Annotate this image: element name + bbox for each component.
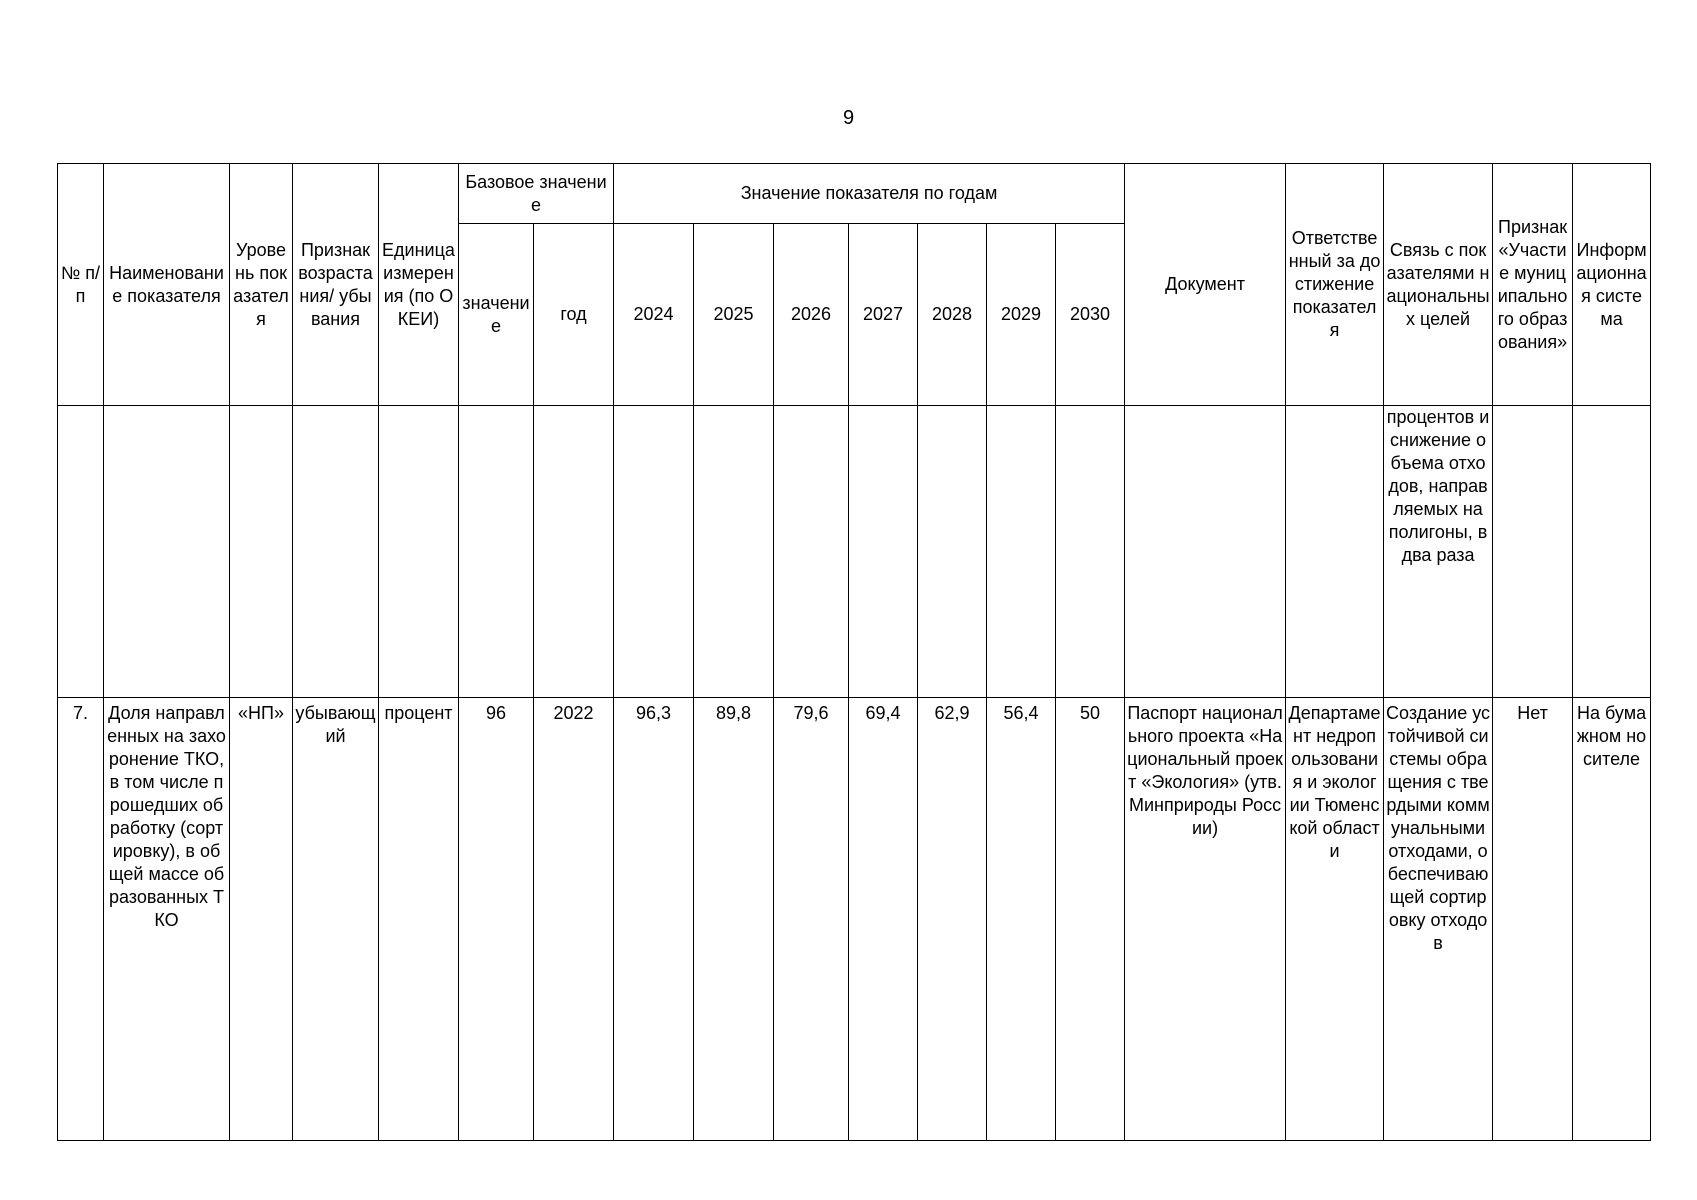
header-years-group: Значение показателя по годам [614,164,1125,224]
row-level: «НП» [230,698,293,1141]
header-year: 2027 [849,224,918,406]
header-unit: Единица измерения (по ОКЕИ) [379,164,459,406]
row-base-year: 2022 [534,698,614,1141]
continuation-row [58,406,1651,698]
row-num: 7. [58,698,104,1141]
header-year: 2029 [987,224,1056,406]
row-value-2030: 50 [1056,698,1125,1141]
row-unit: процент [379,698,459,1141]
row-value-2026: 79,6 [774,698,849,1141]
row-municipal: Нет [1493,698,1573,1141]
row-name: Доля направленных на захоронение ТКО, в том числе прошедших обработку (сортировку), в общей массе образованных ТКО [104,698,230,1141]
header-info-system: Информационная система [1573,164,1651,406]
table-row [58,698,1651,1141]
header-year: 2028 [918,224,987,406]
header-num: № п/п [58,164,104,406]
header-year: 2026 [774,224,849,406]
continuation-link-cell: процентов и снижение объема отходов, направляемых на полигоны, в два раза [1384,406,1493,698]
header-base: Базовое значение [459,164,614,224]
header-responsible: Ответственный за достижение показателя [1286,164,1384,406]
row-sign: убывающий [293,698,379,1141]
row-value-2024: 96,3 [614,698,694,1141]
indicators-table [57,163,1651,1141]
row-value-2027: 69,4 [849,698,918,1141]
row-document: Паспорт национального проекта «Национальный проект «Экология» (утв. Минприроды России) [1125,698,1286,1141]
row-value-2028: 62,9 [918,698,987,1141]
page-number: 9 [842,107,855,129]
header-year: 2025 [694,224,774,406]
header-base-year: год [534,224,614,406]
header-link: Связь с показателями национальных целей [1384,164,1493,406]
row-info-system: На бумажном носителе [1573,698,1651,1141]
header-municipal: Признак «Участие муниципального образования» [1493,164,1573,406]
header-year: 2024 [614,224,694,406]
row-base-value: 96 [459,698,534,1141]
header-document: Документ [1125,164,1286,406]
header-year: 2030 [1056,224,1125,406]
header-sign: Признак возрастания/ убывания [293,164,379,406]
row-link: Создание устойчивой системы обращения с твердыми коммунальными отходами, обеспечивающей сортировку отходов [1384,698,1493,1141]
row-value-2029: 56,4 [987,698,1056,1141]
row-value-2025: 89,8 [694,698,774,1141]
header-base-value: значение [459,224,534,406]
row-responsible: Департамент недропользования и экологии Тюменской области [1286,698,1384,1141]
header-level: Уровень показателя [230,164,293,406]
header-name: Наименование показателя [104,164,230,406]
